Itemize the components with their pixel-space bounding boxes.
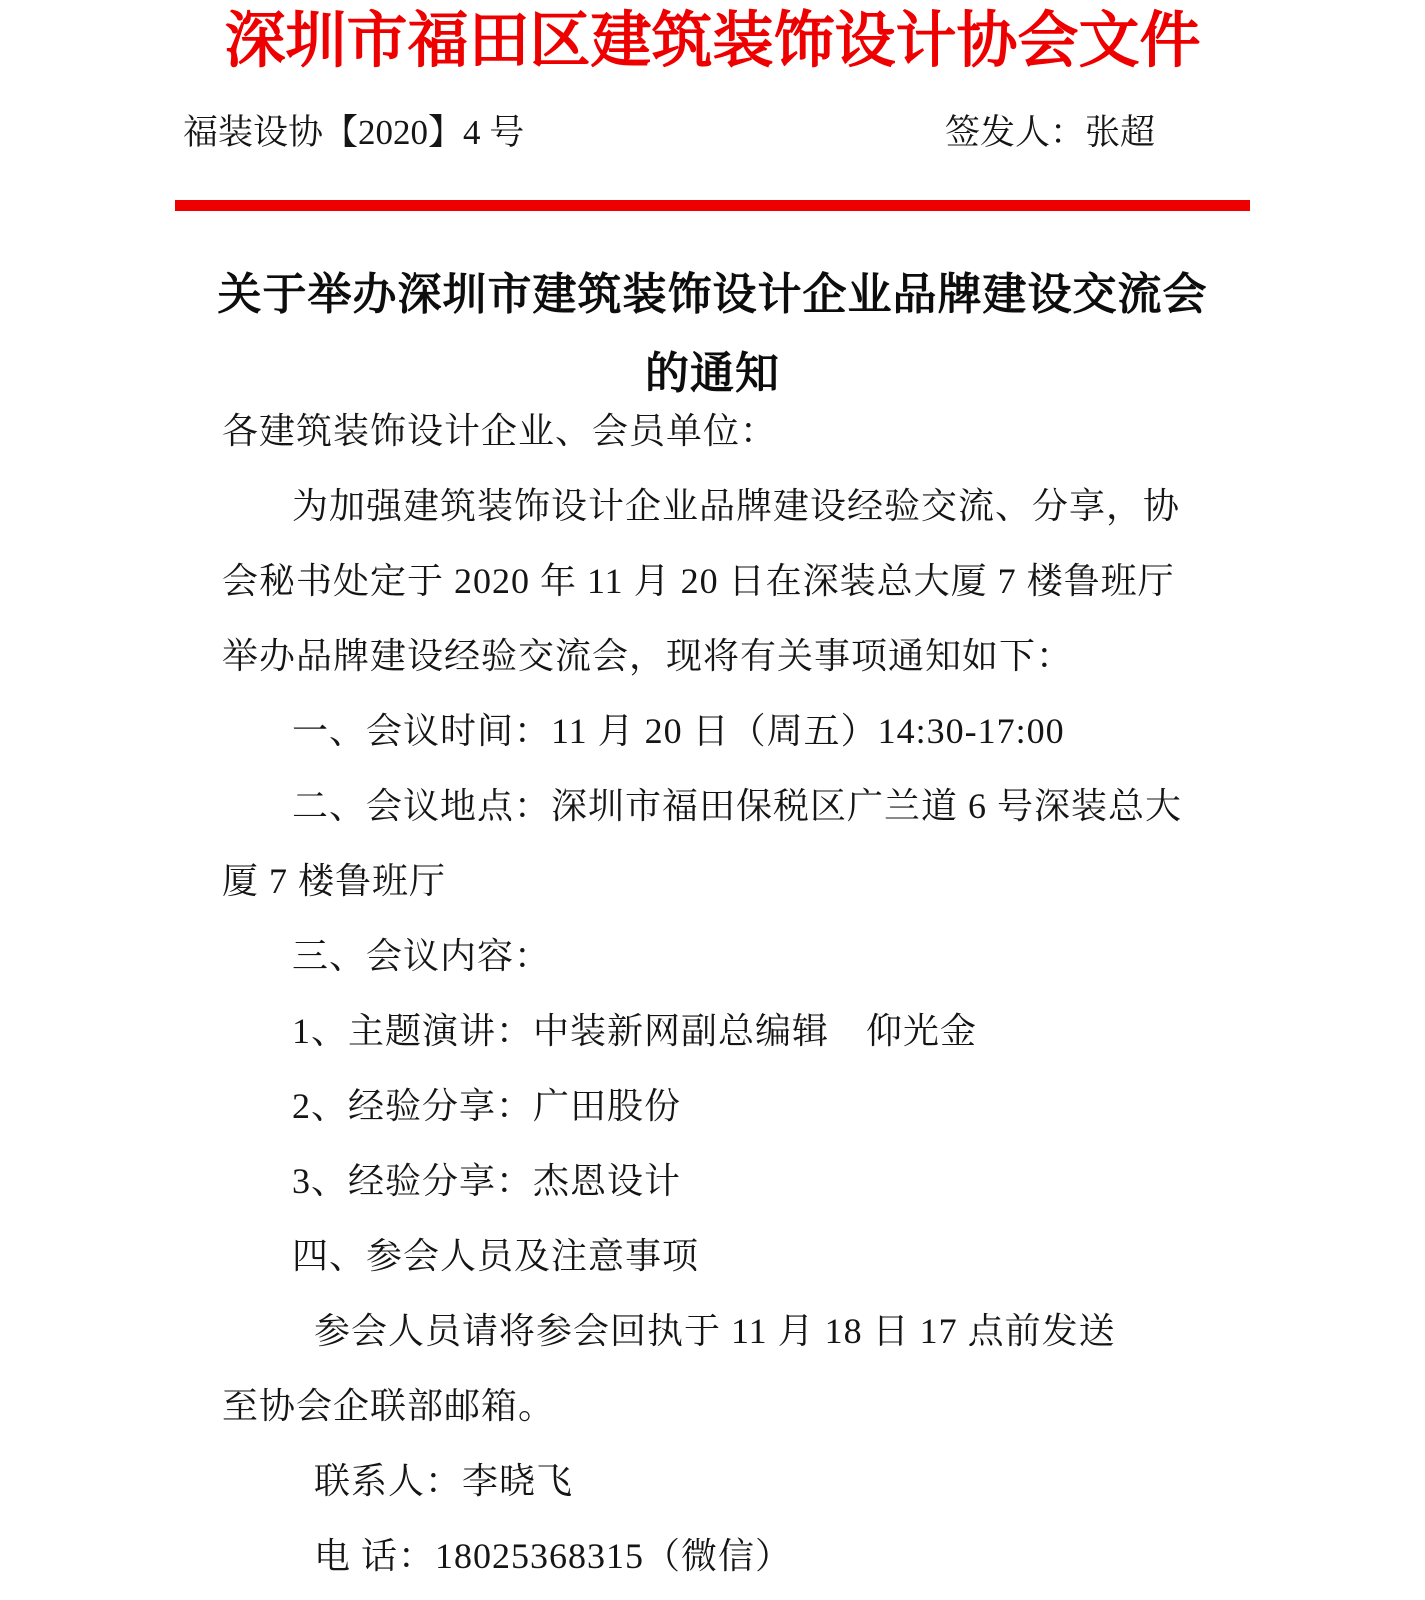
body-line: 二、会议地点：深圳市福田保税区广兰道 6 号深装总大 bbox=[292, 786, 1183, 827]
body-line: 2、经验分享：广田股份 bbox=[292, 1086, 682, 1127]
document-body bbox=[175, 394, 1250, 1594]
document-title-line2: 的通知 bbox=[645, 349, 780, 399]
issuer-label: 签发人：张超 bbox=[944, 113, 1155, 153]
body-line: 三、会议内容： bbox=[292, 936, 552, 977]
document-title bbox=[175, 255, 1250, 413]
body-line: 电 话：18025368315（微信） bbox=[314, 1536, 793, 1577]
body-line: 为加强建筑装饰设计企业品牌建设经验交流、分享，协 bbox=[292, 486, 1181, 527]
body-line: 厦 7 楼鲁班厅 bbox=[222, 861, 447, 902]
body-line: 参会人员请将参会回执于 11 月 18 日 17 点前发送 bbox=[314, 1311, 1116, 1352]
body-line: 举办品牌建设经验交流会，现将有关事项通知如下： bbox=[222, 636, 1074, 677]
document-content bbox=[175, 0, 1250, 1594]
body-line: 各建筑装饰设计企业、会员单位： bbox=[222, 411, 778, 452]
body-line: 会秘书处定于 2020 年 11 月 20 日在深装总大厦 7 楼鲁班厅 bbox=[222, 561, 1175, 602]
document-title-line1: 关于举办深圳市建筑装饰设计企业品牌建设交流会 bbox=[217, 270, 1208, 320]
body-line: 一、会议时间：11 月 20 日（周五）14:30-17:00 bbox=[292, 711, 1065, 752]
body-line: 至协会企联部邮箱。 bbox=[222, 1386, 556, 1427]
body-line: 1、主题演讲：中装新网副总编辑 仰光金 bbox=[292, 1011, 978, 1052]
body-line: 3、经验分享：杰恩设计 bbox=[292, 1161, 682, 1202]
body-line: 四、参会人员及注意事项 bbox=[292, 1236, 700, 1277]
document-number-row bbox=[175, 108, 1250, 158]
red-divider bbox=[175, 200, 1250, 211]
body-line: 联系人：李晓飞 bbox=[314, 1461, 574, 1502]
document-number: 福装设协【2020】4 号 bbox=[183, 113, 525, 153]
red-header-org-title: 深圳市福田区建筑装饰设计协会文件 bbox=[224, 8, 1201, 75]
